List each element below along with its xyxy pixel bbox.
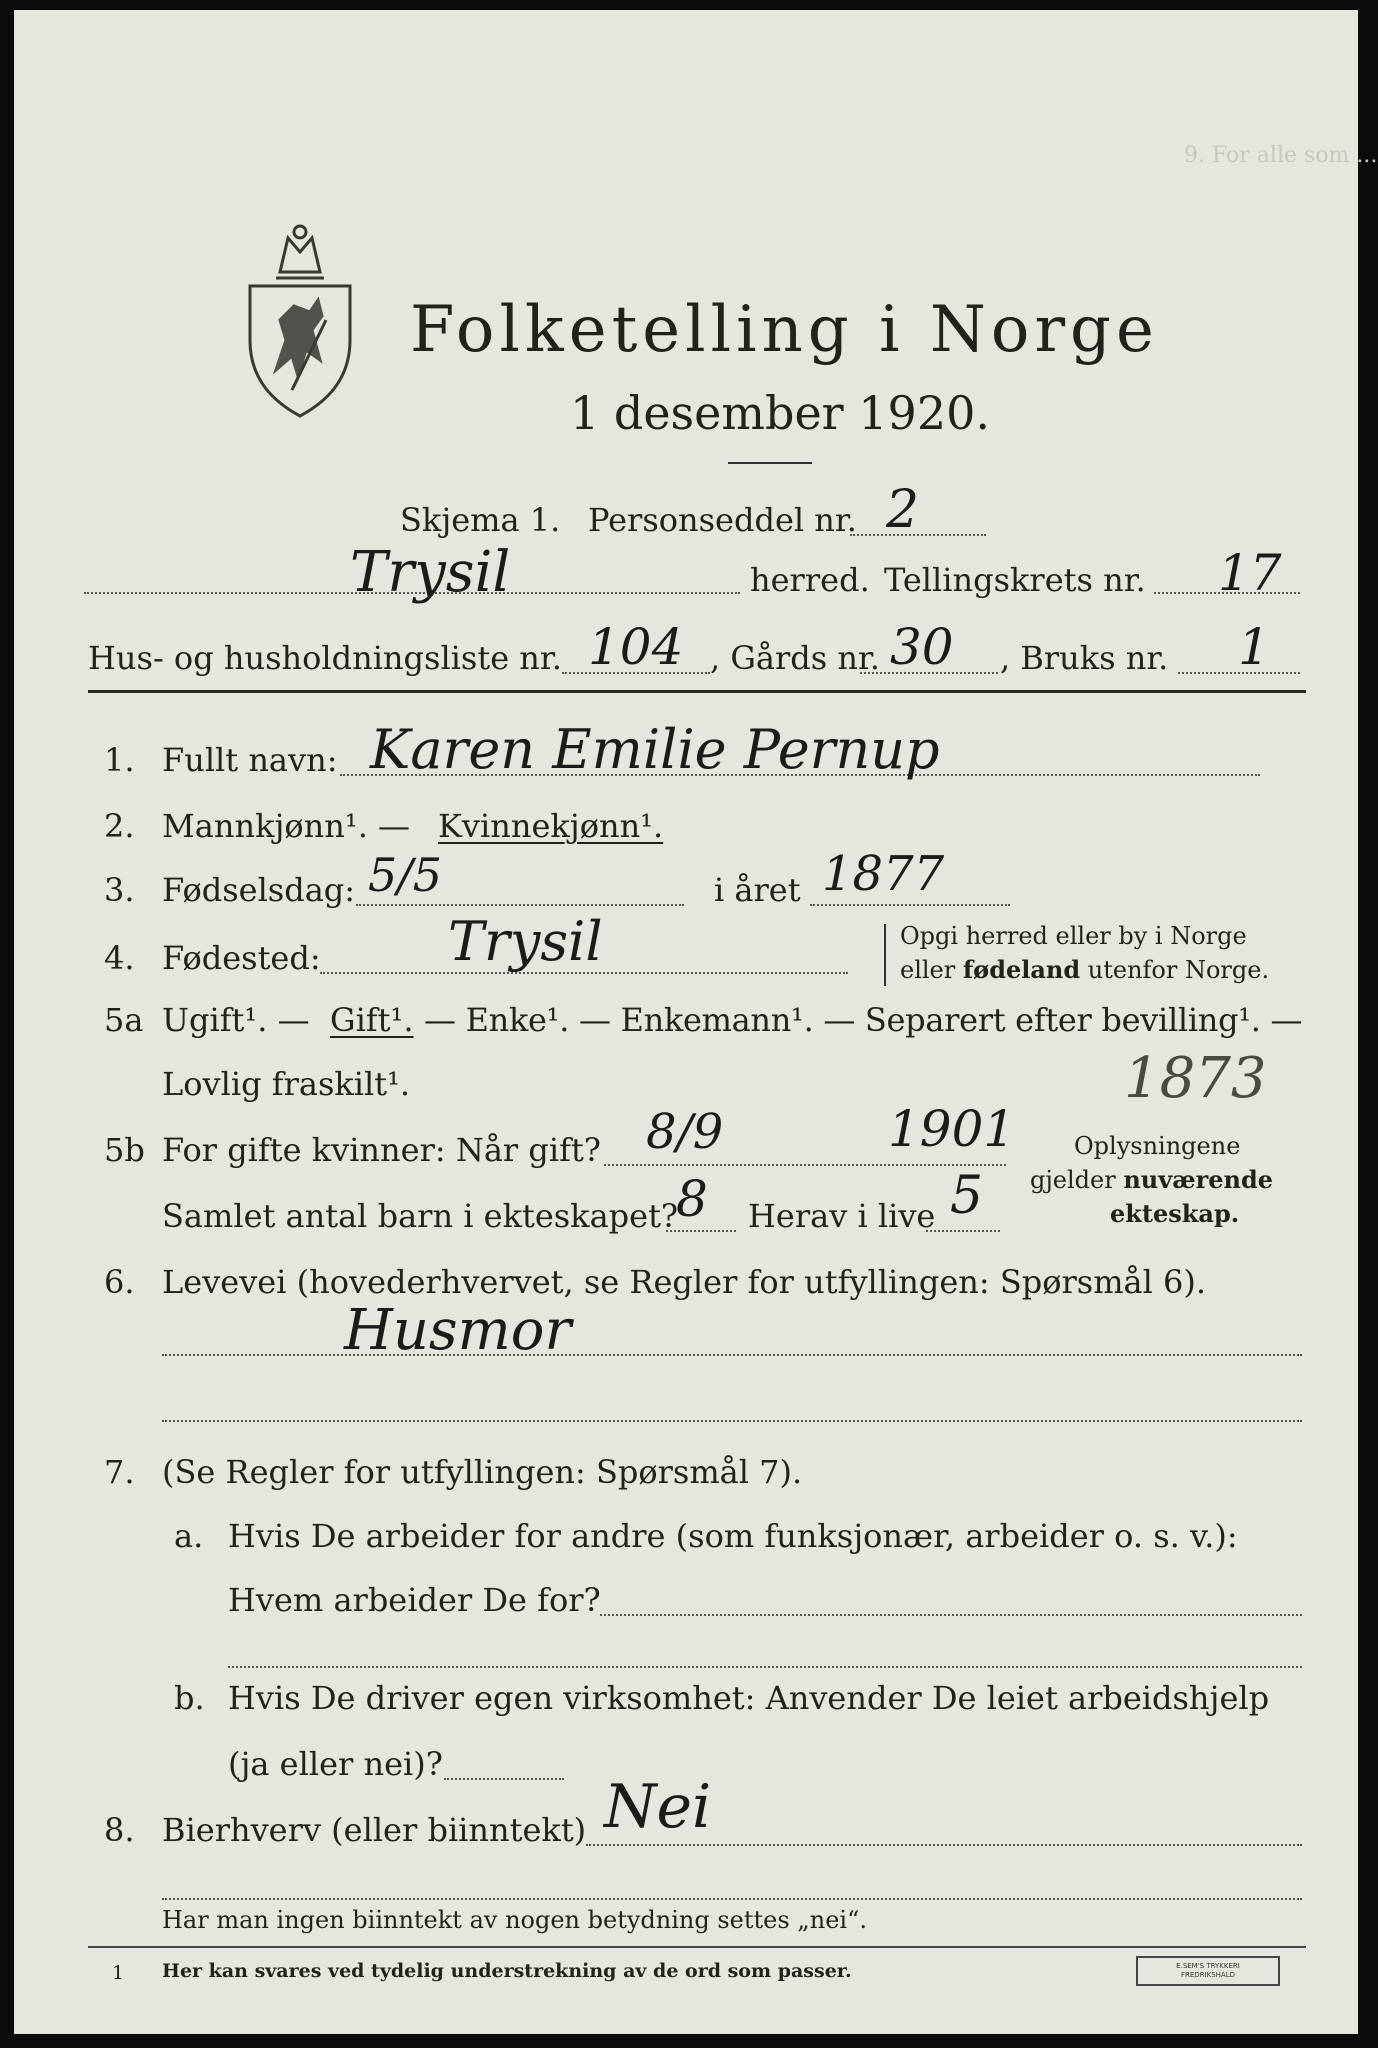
footnote-text: Her kan svares ved tydelig understrekning av de ord som passer. bbox=[162, 1960, 852, 1982]
q5a-ugift-option: Ugift¹. — bbox=[162, 1001, 310, 1039]
birthday-value: 5/5 bbox=[368, 848, 443, 902]
census-form-page bbox=[14, 10, 1378, 2034]
marriage-year-value: 1901 bbox=[888, 1100, 1016, 1158]
herred-label: herred. bbox=[750, 561, 870, 599]
footer-separator bbox=[88, 1946, 1306, 1948]
q5b-live-label: Herav i live bbox=[748, 1197, 936, 1235]
gards-label: , Gårds nr. bbox=[710, 639, 880, 677]
q7-label: (Se Regler for utfyllingen: Spørsmål 7). bbox=[162, 1453, 803, 1491]
husholdningsliste-label: Hus- og husholdningsliste nr. bbox=[88, 639, 562, 677]
children-alive-value: 5 bbox=[950, 1166, 984, 1226]
q7b-letter: b. bbox=[174, 1679, 205, 1717]
q1-number: 1. bbox=[104, 741, 135, 779]
q6-number: 6. bbox=[104, 1263, 135, 1301]
q3-year-label: i året bbox=[714, 871, 801, 909]
q7b-line2: (ja eller nei)? bbox=[228, 1745, 443, 1783]
q5b-label: For gifte kvinner: Når gift? bbox=[162, 1131, 601, 1169]
birth-year-value: 1877 bbox=[822, 846, 945, 902]
q5b-note-line1: Oplysningene bbox=[1074, 1132, 1241, 1160]
census-date: 1 desember 1920. bbox=[570, 386, 990, 440]
bruks-label: , Bruks nr. bbox=[1000, 639, 1169, 677]
side-income-value: Nei bbox=[604, 1772, 712, 1842]
q7-number: 7. bbox=[104, 1453, 135, 1491]
children-total-value: 8 bbox=[676, 1170, 708, 1228]
gards-number: 30 bbox=[890, 618, 954, 676]
q3-number: 3. bbox=[104, 871, 135, 909]
personseddel-number: 2 bbox=[886, 480, 920, 540]
skjema-label: Skjema 1. bbox=[400, 501, 561, 539]
q3-label: Fødselsdag: bbox=[162, 871, 356, 909]
q5b-note-line2: gjelder nuværende bbox=[1030, 1165, 1274, 1194]
footer-note: Har man ingen biinntekt av nogen betydning settes „nei“. bbox=[162, 1906, 867, 1934]
q6-label: Levevei (hovederhvervet, se Regler for utfyllingen: Spørsmål 6). bbox=[162, 1263, 1207, 1301]
q4-note-line2: eller fødeland utenfor Norge. bbox=[900, 955, 1270, 984]
bruks-number: 1 bbox=[1238, 618, 1270, 676]
personseddel-label: Personseddel nr. bbox=[588, 501, 857, 539]
tellingskrets-number: 17 bbox=[1218, 544, 1282, 602]
q5a-gift-option: Gift¹. bbox=[330, 1001, 414, 1039]
q4-label: Fødested: bbox=[162, 939, 321, 977]
q2-number: 2. bbox=[104, 807, 135, 845]
q2-female-option: Kvinnekjønn¹. bbox=[438, 807, 664, 845]
q7b-line1: Hvis De driver egen virksomhet: Anvender De leiet arbeidshjelp bbox=[228, 1679, 1270, 1717]
occupation-value: Husmor bbox=[344, 1298, 572, 1363]
q5b-number: 5b bbox=[104, 1131, 145, 1169]
q7a-letter: a. bbox=[174, 1517, 204, 1555]
q4-note-bracket bbox=[884, 924, 892, 986]
norwegian-coat-of-arms-icon bbox=[236, 220, 364, 420]
title-divider bbox=[728, 462, 812, 464]
q8-label: Bierhverv (eller biinntekt) bbox=[162, 1811, 587, 1849]
printer-stamp: E.SEM'S TRYKKERI FREDRIKSHALD bbox=[1136, 1956, 1280, 1986]
q5b-barn-label: Samlet antal barn i ekteskapet? bbox=[162, 1197, 679, 1235]
footnote-number: 1 bbox=[112, 1962, 125, 1984]
birthplace-value: Trysil bbox=[448, 910, 603, 973]
husholdningsliste-number: 104 bbox=[588, 618, 684, 676]
q4-number: 4. bbox=[104, 939, 135, 977]
marriage-date-value: 8/9 bbox=[646, 1104, 724, 1160]
header-separator bbox=[88, 690, 1306, 693]
q5a-number: 5a bbox=[104, 1001, 144, 1039]
bleed-through-text: 9. For alle som ... bbox=[1184, 143, 1378, 168]
q2-male-option: Mannkjønn¹. — bbox=[162, 807, 411, 845]
q1-label: Fullt navn: bbox=[162, 741, 338, 779]
q4-note-line1: Opgi herred eller by i Norge bbox=[900, 922, 1247, 950]
form-title: Folketelling i Norge bbox=[410, 293, 1159, 367]
q5a-fraskilt-option: Lovlig fraskilt¹. bbox=[162, 1065, 411, 1103]
full-name-value: Karen Emilie Pernup bbox=[370, 718, 940, 781]
q5b-note-line3: ekteskap. bbox=[1110, 1199, 1240, 1228]
herred-value: Trysil bbox=[350, 540, 511, 605]
q5a-other-options: — Enke¹. — Enkemann¹. — Separert efter bevilling¹. — bbox=[424, 1001, 1303, 1039]
q7a-line1: Hvis De arbeider for andre (som funksjonær, arbeider o. s. v.): bbox=[228, 1517, 1238, 1555]
q8-number: 8. bbox=[104, 1811, 135, 1849]
tellingskrets-label: Tellingskrets nr. bbox=[884, 561, 1146, 599]
q5a-annotation: 1873 bbox=[1124, 1046, 1267, 1111]
q7a-line2: Hvem arbeider De for? bbox=[228, 1581, 601, 1619]
